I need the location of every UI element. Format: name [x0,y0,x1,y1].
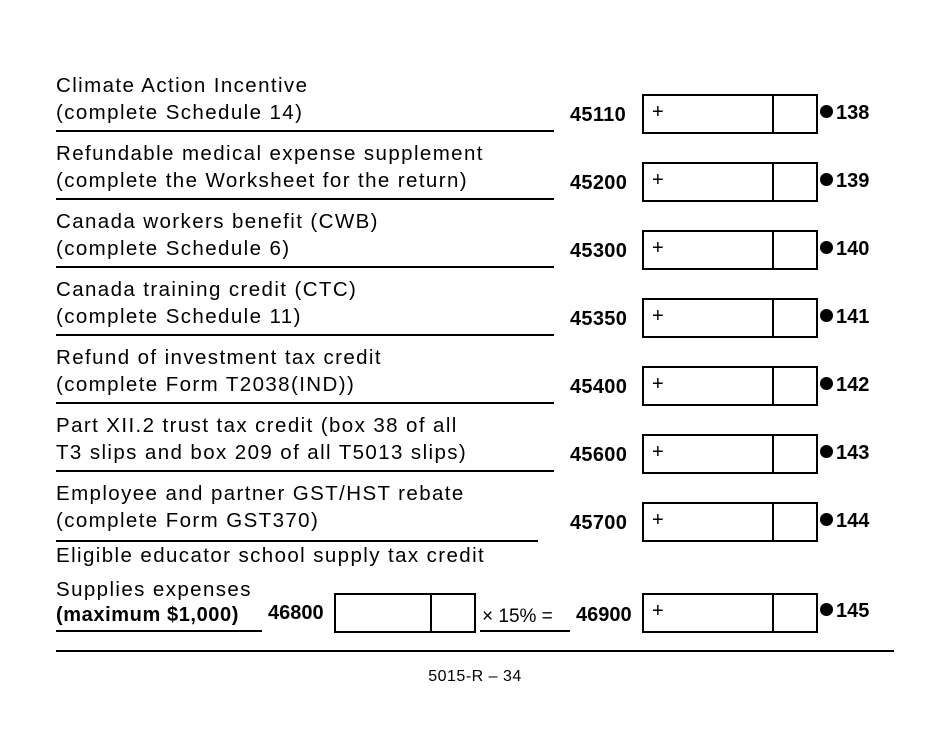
row-description: Part XII.2 trust tax credit (box 38 of all T3 slips and box 209 of all T5013 slips) [56,414,468,464]
amount-input-45350[interactable] [642,298,818,338]
amount-input-45600[interactable] [642,434,818,474]
line-code: 45700 [570,512,628,534]
multiplier-text: × 15% = [482,606,553,627]
plus-sign: + [652,101,664,123]
bullet-icon [820,445,833,458]
plus-sign: + [652,373,664,395]
cents-divider [772,368,774,404]
cents-divider [772,164,774,200]
supplies-code: 46800 [268,602,324,624]
line-number: 138 [820,102,869,125]
row-trust-tax-credit [0,412,950,480]
row-description: Employee and partner GST/HST rebate (complete Form GST370) [56,482,465,532]
bullet-icon [820,377,833,390]
underline [56,130,554,132]
underline [56,198,554,200]
cents-divider [430,595,432,631]
cents-divider [772,595,774,631]
line-code: 45350 [570,308,628,330]
plus-sign: + [652,305,664,327]
underline [480,630,570,632]
educator-heading: Eligible educator school supply tax credit [56,544,486,567]
cents-divider [772,300,774,336]
line-code: 45300 [570,240,628,262]
amount-input-45300[interactable] [642,230,818,270]
bullet-icon [820,309,833,322]
line-code: 45200 [570,172,628,194]
plus-sign: + [652,441,664,463]
cents-divider [772,96,774,132]
line-code: 45600 [570,444,628,466]
line-number: 140 [820,238,869,261]
underline [56,630,262,632]
cents-divider [772,504,774,540]
row-medical-expense-supplement [0,140,950,208]
amount-input-46900[interactable] [642,593,818,633]
bullet-icon [820,603,833,616]
plus-sign: + [652,509,664,531]
line-number: 145 [820,600,869,623]
row-canada-training-credit [0,276,950,344]
cents-divider [772,232,774,268]
row-gst-hst-rebate [0,480,950,548]
row-description: Canada training credit (CTC) (complete Schedule 11) [56,278,358,328]
page-number: 5015-R – 34 [428,668,522,685]
row-description: Climate Action Incentive (complete Schedule 14) [56,74,309,124]
plus-sign: + [652,600,664,622]
bullet-icon [820,513,833,526]
line-code: 45400 [570,376,628,398]
cents-divider [772,436,774,472]
row-investment-tax-credit [0,344,950,412]
underline [56,470,554,472]
supplies-maximum: (maximum $1,000) [56,604,240,626]
amount-input-45110[interactable] [642,94,818,134]
bullet-icon [820,241,833,254]
row-climate-action-incentive [0,72,950,140]
plus-sign: + [652,237,664,259]
row-canada-workers-benefit [0,208,950,276]
underline [56,540,538,542]
amount-input-45700[interactable] [642,502,818,542]
plus-sign: + [652,169,664,191]
supplies-expenses-input[interactable] [334,593,476,633]
amount-input-45200[interactable] [642,162,818,202]
underline [56,266,554,268]
line-number: 141 [820,306,869,329]
line-code: 45110 [570,104,627,126]
amount-input-45400[interactable] [642,366,818,406]
bottom-rule [56,650,894,652]
bullet-icon [820,105,833,118]
line-number: 142 [820,374,869,397]
line-number: 144 [820,510,869,533]
row-description: Canada workers benefit (CWB) (complete Schedule 6) [56,210,379,260]
bullet-icon [820,173,833,186]
underline [56,334,554,336]
underline [56,402,554,404]
line-code: 46900 [576,604,632,626]
row-description: Refundable medical expense supplement (complete the Worksheet for the return) [56,142,484,192]
supplies-label: Supplies expenses [56,578,252,601]
line-number: 143 [820,442,869,465]
line-number: 139 [820,170,869,193]
row-description: Refund of investment tax credit (complete Form T2038(IND)) [56,346,382,396]
